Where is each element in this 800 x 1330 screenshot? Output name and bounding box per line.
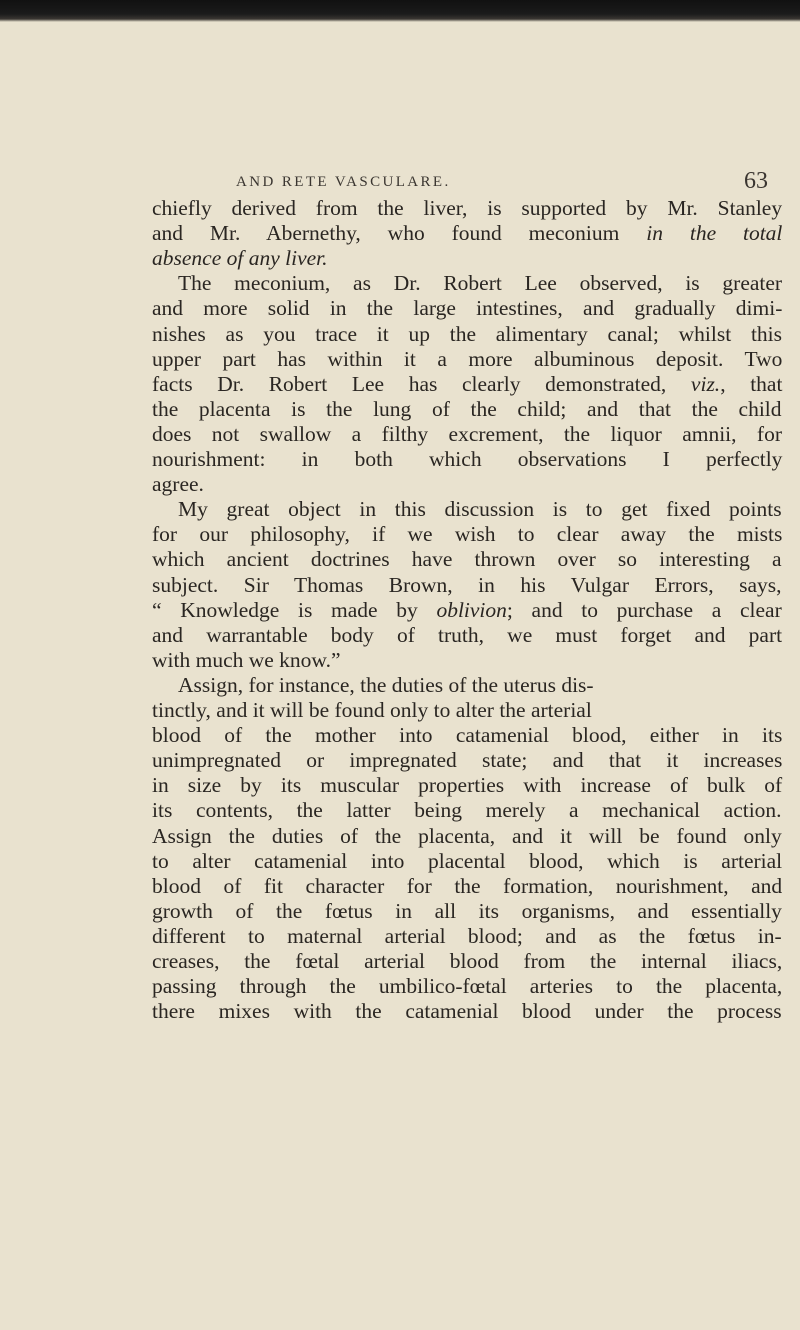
text-line (178, 497, 782, 522)
text-line (152, 999, 782, 1024)
text-line (152, 748, 782, 773)
text-line (178, 673, 594, 698)
text-line (152, 347, 782, 372)
text-segment: with much we know.” (152, 647, 341, 672)
text-line (152, 522, 782, 547)
text-line (152, 773, 782, 798)
text-segment: blood of fit character for the formation, nourishment, and (152, 873, 783, 898)
text-line (152, 598, 782, 623)
text-line (152, 874, 782, 899)
text-segment: and warrantable body of truth, we must forget and part (152, 622, 783, 647)
text-line (152, 422, 782, 447)
text-line (152, 322, 782, 347)
italic-text: in the total (646, 221, 783, 246)
text-line (152, 623, 782, 648)
text-segment: subject. Sir Thomas Brown, in his Vulgar Errors, says, (152, 572, 782, 597)
text-segment: “ Knowledge is made by (152, 597, 437, 622)
running-head: AND RETE VASCULARE. (236, 174, 451, 190)
italic-text: viz. (690, 371, 721, 396)
italic-text: absence of any liver. (152, 246, 328, 271)
text-segment: passing through the umbilico-fœtal arteries to the placenta, (152, 974, 783, 999)
text-segment: there mixes with the catamenial blood under the process (152, 999, 782, 1024)
page-number: 63 (744, 168, 768, 194)
text-segment: Assign the duties of the placenta, and it will be found only (152, 823, 782, 848)
text-segment: for our philosophy, if we wish to clear away the mists (152, 522, 783, 547)
text-line (152, 924, 782, 949)
text-line (152, 798, 782, 823)
text-line (152, 573, 782, 598)
text-line (152, 221, 782, 246)
text-segment: unimpregnated or impregnated state; and that it increases (152, 748, 783, 773)
text-line (152, 547, 782, 572)
text-segment: facts Dr. Robert Lee has clearly demonstrated, (152, 371, 691, 396)
text-segment: which ancient doctrines have thrown over so interesting a (152, 547, 782, 572)
text-segment: agree. (152, 472, 204, 497)
text-segment: the placenta is the lung of the child; and that the child (152, 396, 782, 421)
text-line (152, 899, 782, 924)
italic-text: oblivion (436, 597, 507, 622)
text-segment: Assign, for instance, the duties of the uterus dis- (178, 672, 594, 697)
text-segment: and Mr. Abernethy, who found meconium (152, 221, 647, 246)
text-line (152, 849, 782, 874)
text-segment: and more solid in the large intestines, and gradually dimi- (152, 296, 783, 321)
text-segment: does not swallow a filthy excrement, the liquor amnii, for (152, 421, 782, 446)
text-segment: The meconium, as Dr. Robert Lee observed, is greater (178, 271, 783, 296)
text-line (152, 397, 782, 422)
text-segment: , that (720, 371, 783, 396)
text-line (152, 372, 782, 397)
text-segment: creases, the fœtal arterial blood from the internal iliacs, (152, 949, 783, 973)
text-segment: chiefly derived from the liver, is supported by Mr. Stanley (152, 196, 783, 220)
text-segment: its contents, the latter being merely a mechanical action. (152, 798, 782, 823)
text-segment: in size by its muscular properties with increase of bulk of (152, 773, 783, 798)
text-segment: upper part has within it a more albuminous deposit. Two (152, 346, 783, 371)
text-line (152, 949, 782, 974)
text-segment: growth of the fœtus in all its organisms, and essentially (152, 898, 782, 923)
text-segment: nishes as you trace it up the alimentary canal; whilst this (152, 321, 783, 346)
text-segment: My great object in this discussion is to get fixed points (178, 497, 782, 522)
text-segment: ; and to purchase a clear (506, 597, 782, 622)
text-line (152, 648, 340, 673)
text-segment: nourishment: in both which observations I perfectly (152, 447, 783, 471)
text-line (152, 472, 204, 497)
text-line (152, 698, 592, 723)
text-segment: blood of the mother into catamenial blood, either in its (152, 723, 783, 748)
text-line (152, 196, 782, 221)
text-line (152, 447, 782, 472)
text-line (152, 974, 782, 999)
text-line (152, 296, 782, 321)
text-segment: tinctly, and it will be found only to alter the arterial (152, 698, 592, 722)
text-segment: to alter catamenial into placental blood, which is arterial (152, 848, 783, 873)
text-line (178, 271, 782, 296)
text-line (152, 723, 782, 748)
text-line (152, 824, 782, 849)
text-segment: different to maternal arterial blood; and as the fœtus in- (152, 923, 782, 948)
text-line (152, 246, 328, 271)
